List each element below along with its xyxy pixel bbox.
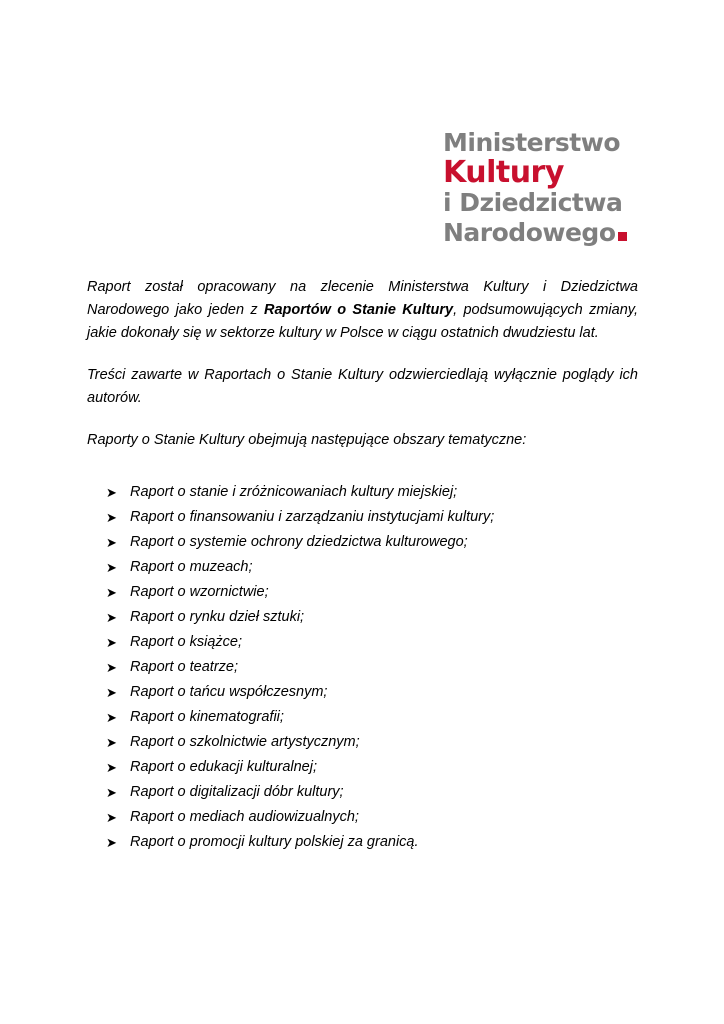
reports-list — [87, 480, 638, 855]
arrowhead-bullet-icon: ➤ — [106, 535, 117, 550]
arrowhead-bullet-icon: ➤ — [106, 685, 117, 700]
report-title: Raport o szkolnictwie artystycznym; — [130, 734, 360, 750]
arrowhead-bullet-icon: ➤ — [106, 485, 117, 500]
report-title: Raport o tańcu współczesnym; — [130, 684, 328, 700]
report-title: Raport o kinematografii; — [130, 709, 284, 725]
list-item — [87, 705, 638, 730]
document-body — [87, 276, 638, 855]
report-title: Raport o mediach audiowizualnych; — [130, 809, 359, 825]
arrowhead-bullet-icon: ➤ — [106, 735, 117, 750]
report-title: Raport o promocji kultury polskiej za granicą. — [130, 834, 419, 850]
list-item — [87, 480, 638, 505]
report-title: Raport o wzornictwie; — [130, 584, 269, 600]
list-item — [87, 805, 638, 830]
list-item — [87, 830, 638, 855]
arrowhead-bullet-icon: ➤ — [106, 560, 117, 575]
arrowhead-bullet-icon: ➤ — [106, 760, 117, 775]
intro-text-before: Raport został opracowany na zlecenie Ministerstwa Kultury i Dziedzictwa Narodowego jako jeden z — [87, 279, 638, 318]
arrowhead-bullet-icon: ➤ — [106, 810, 117, 825]
list-item — [87, 505, 638, 530]
logo-line-narodowego — [443, 218, 643, 248]
report-title: Raport o stanie i zróżnicowaniach kultury miejskiej; — [130, 484, 458, 500]
arrowhead-bullet-icon: ➤ — [106, 785, 117, 800]
list-item — [87, 655, 638, 680]
logo-line-ministerstwo: Ministerstwo — [443, 128, 621, 157]
list-item — [87, 580, 638, 605]
arrowhead-bullet-icon: ➤ — [106, 835, 117, 850]
list-item — [87, 755, 638, 780]
report-title: Raport o książce; — [130, 634, 243, 650]
arrowhead-bullet-icon: ➤ — [106, 660, 117, 675]
logo-line-kultury: Kultury — [443, 155, 564, 190]
list-item — [87, 630, 638, 655]
report-title: Raport o finansowaniu i zarządzaniu instytucjami kultury; — [130, 509, 495, 525]
arrowhead-bullet-icon: ➤ — [106, 585, 117, 600]
logo-red-square-icon — [618, 232, 627, 241]
intro-bold-title: Raportów o Stanie Kultury — [264, 302, 454, 318]
report-title: Raport o edukacji kulturalnej; — [130, 759, 317, 775]
logo-line-dziedzictwa: i Dziedzictwa — [443, 188, 623, 217]
intro-paragraph — [87, 276, 638, 345]
report-title: Raport o teatrze; — [130, 659, 238, 675]
report-title: Raport o digitalizacji dóbr kultury; — [130, 784, 344, 800]
ministry-logo — [443, 128, 643, 248]
list-item — [87, 680, 638, 705]
list-item — [87, 555, 638, 580]
arrowhead-bullet-icon: ➤ — [106, 635, 117, 650]
logo-narodowego-text: Narodowego — [443, 218, 616, 247]
disclaimer-paragraph: Treści zawarte w Raportach o Stanie Kultury odzwierciedlają wyłącznie poglądy ich autorów. — [87, 367, 638, 406]
topics-intro-paragraph: Raporty o Stanie Kultury obejmują następujące obszary tematyczne: — [87, 432, 527, 448]
report-title: Raport o systemie ochrony dziedzictwa kulturowego; — [130, 534, 468, 550]
list-item — [87, 730, 638, 755]
list-item — [87, 530, 638, 555]
arrowhead-bullet-icon: ➤ — [106, 610, 117, 625]
list-item — [87, 780, 638, 805]
intro-text-after: , podsumowujących zmiany, jakie dokonały się w sektorze kultury w Polsce w ciągu ostatnich dwudziestu lat. — [87, 302, 638, 341]
arrowhead-bullet-icon: ➤ — [106, 710, 117, 725]
report-title: Raport o muzeach; — [130, 559, 253, 575]
report-title: Raport o rynku dzieł sztuki; — [130, 609, 305, 625]
list-item — [87, 605, 638, 630]
arrowhead-bullet-icon: ➤ — [106, 510, 117, 525]
